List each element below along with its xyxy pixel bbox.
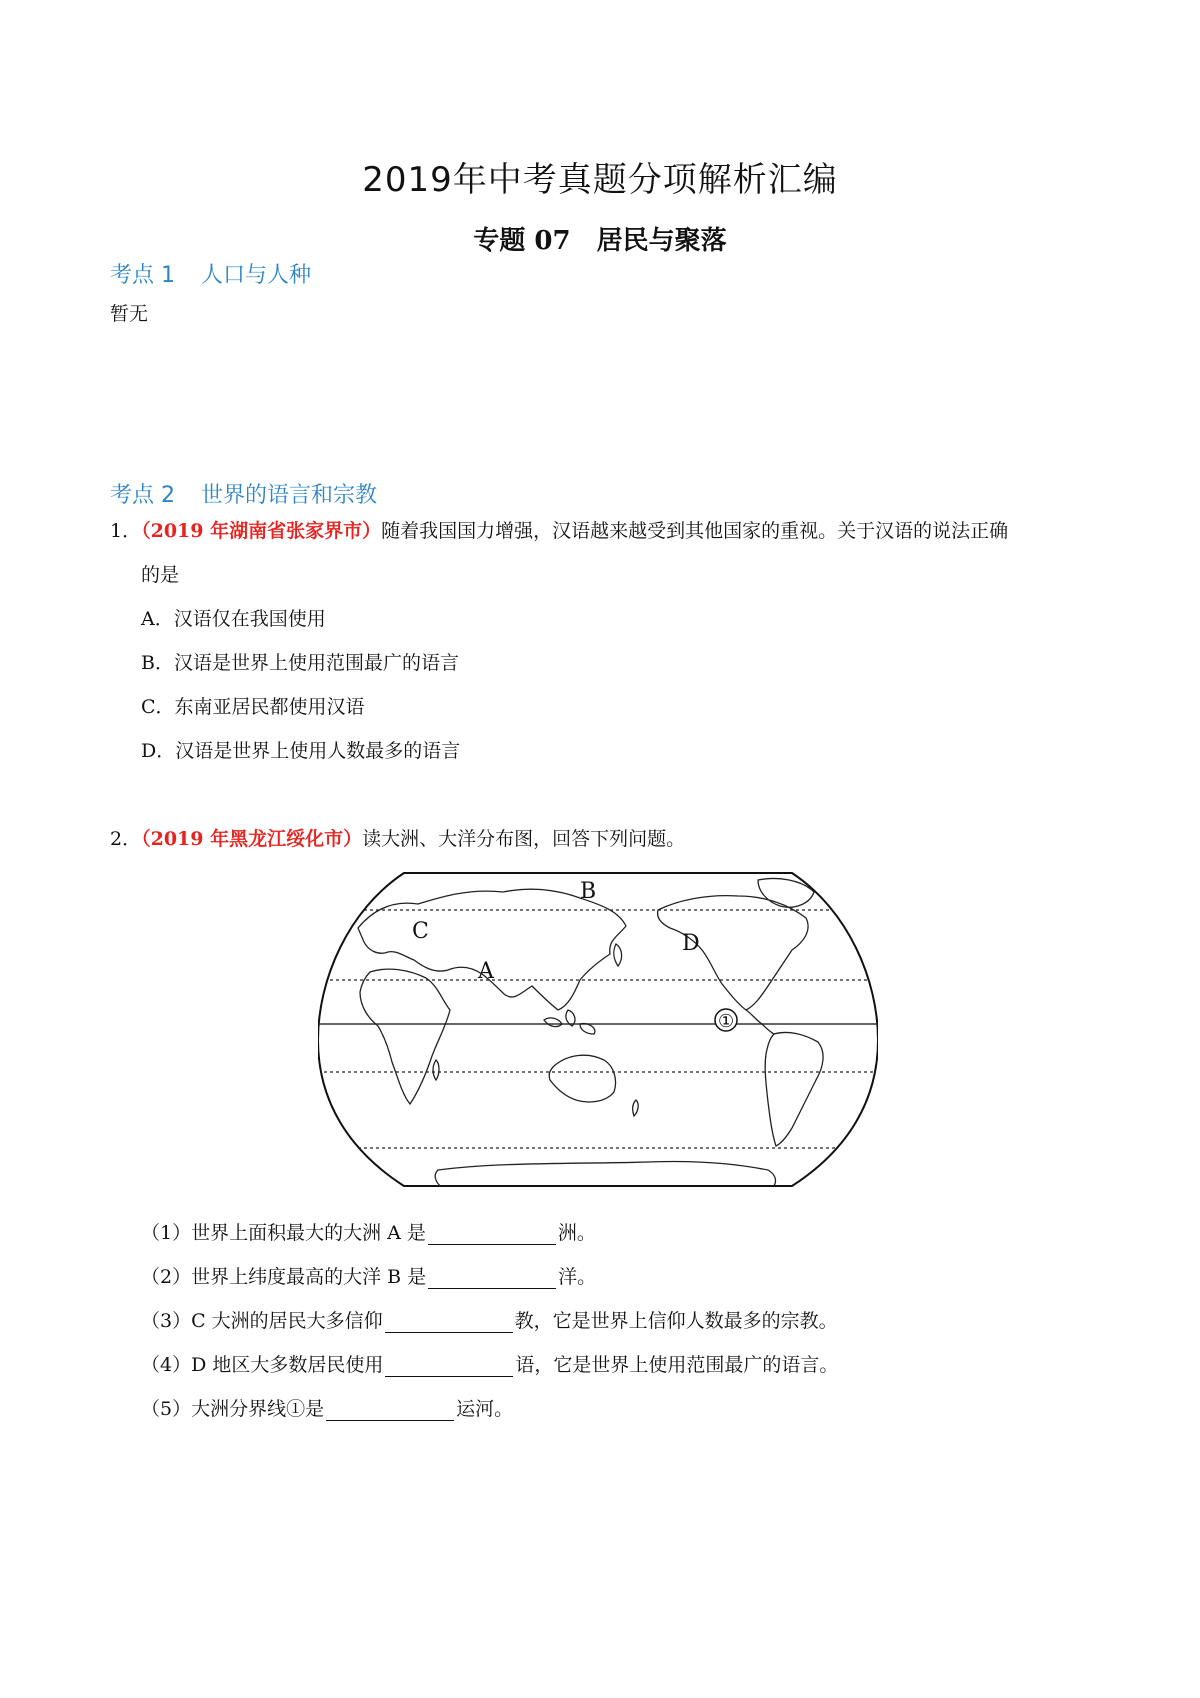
- question-2-sub-2: [141, 1266, 596, 1289]
- japan-outline: [614, 944, 622, 966]
- question-1-option-c: C．东南亚居民都使用汉语: [141, 696, 365, 718]
- section-1-content: 暂无: [110, 303, 149, 325]
- section-2-heading: [110, 478, 377, 509]
- map-label-b: B: [580, 879, 597, 904]
- question-2-sub-4: [141, 1354, 838, 1377]
- question-2-sub-5: [141, 1398, 513, 1421]
- question-1-stem: 随着我国国力增强，汉语越来越受到其他国家的重视。关于汉语的说法正确: [381, 520, 1009, 542]
- world-map-figure: [318, 870, 878, 1190]
- map-frame: [318, 873, 878, 1186]
- sub-3-text: （3）C 大洲的居民大多信仰: [141, 1310, 383, 1332]
- australia-outline: [549, 1055, 615, 1102]
- africa-outline: [360, 969, 450, 1104]
- question-2-sub-3: [141, 1310, 838, 1333]
- question-1-number: 1．: [110, 520, 142, 542]
- sub-3-suffix: 教，它是世界上信仰人数最多的宗教。: [514, 1310, 838, 1332]
- sub-4-answer-blank[interactable]: [385, 1358, 513, 1377]
- section-1-heading: [110, 258, 311, 289]
- map-label-c: C: [412, 919, 429, 944]
- question-1-option-d: D．汉语是世界上使用人数最多的语言: [141, 740, 461, 762]
- question-2-source: （2019 年黑龙江绥化市）: [141, 828, 363, 850]
- sub-1-text: （1）世界上面积最大的大洲 A 是: [141, 1222, 426, 1244]
- section-2-label: 考点 2: [110, 483, 175, 508]
- sub-2-answer-blank[interactable]: [428, 1270, 556, 1289]
- sub-2-suffix: 洋。: [558, 1266, 597, 1288]
- question-1-stem-continued: 的是: [141, 564, 180, 586]
- question-2-line-1: [110, 828, 685, 851]
- eurasia-outline: [358, 889, 626, 1010]
- section-1-label: 考点 1: [110, 263, 175, 288]
- question-1-line-1: [110, 520, 1008, 543]
- sub-5-suffix: 运河。: [456, 1398, 514, 1420]
- map-label-a: A: [478, 959, 494, 984]
- question-1-source: （2019 年湖南省张家界市）: [141, 520, 382, 542]
- page-subtitle: 专题 07 居民与聚落: [473, 226, 727, 256]
- map-marker-1: ①: [718, 1011, 735, 1032]
- southeast-asia-islands: [544, 1010, 595, 1034]
- new-zealand-outline: [633, 1100, 638, 1116]
- sub-1-answer-blank[interactable]: [428, 1226, 556, 1245]
- south-america-outline: [765, 1032, 823, 1146]
- section-1-name: 人口与人种: [201, 263, 312, 288]
- sub-4-text: （4）D 地区大多数居民使用: [141, 1354, 384, 1376]
- sub-1-suffix: 洲。: [557, 1222, 596, 1244]
- question-1-option-a: A．汉语仅在我国使用: [141, 608, 326, 630]
- map-label-d: D: [682, 931, 700, 956]
- north-america-outline: [658, 896, 808, 1010]
- question-1-option-b: B．汉语是世界上使用范围最广的语言: [141, 652, 459, 674]
- sub-4-suffix: 语，它是世界上使用范围最广的语言。: [515, 1354, 839, 1376]
- sub-5-text: （5）大洲分界线①是: [141, 1398, 325, 1420]
- question-2-sub-1: [141, 1222, 596, 1245]
- question-2-number: 2．: [110, 828, 142, 850]
- sub-2-text: （2）世界上纬度最高的大洋 B 是: [141, 1266, 427, 1288]
- madagascar-outline: [433, 1060, 439, 1080]
- question-2-stem: 读大洲、大洋分布图，回答下列问题。: [362, 828, 686, 850]
- page-title: 2019年中考真题分项解析汇编: [362, 160, 838, 200]
- sub-5-answer-blank[interactable]: [326, 1402, 454, 1421]
- sub-3-answer-blank[interactable]: [385, 1314, 513, 1333]
- central-america-outline: [746, 1010, 774, 1034]
- section-2-name: 世界的语言和宗教: [201, 483, 378, 508]
